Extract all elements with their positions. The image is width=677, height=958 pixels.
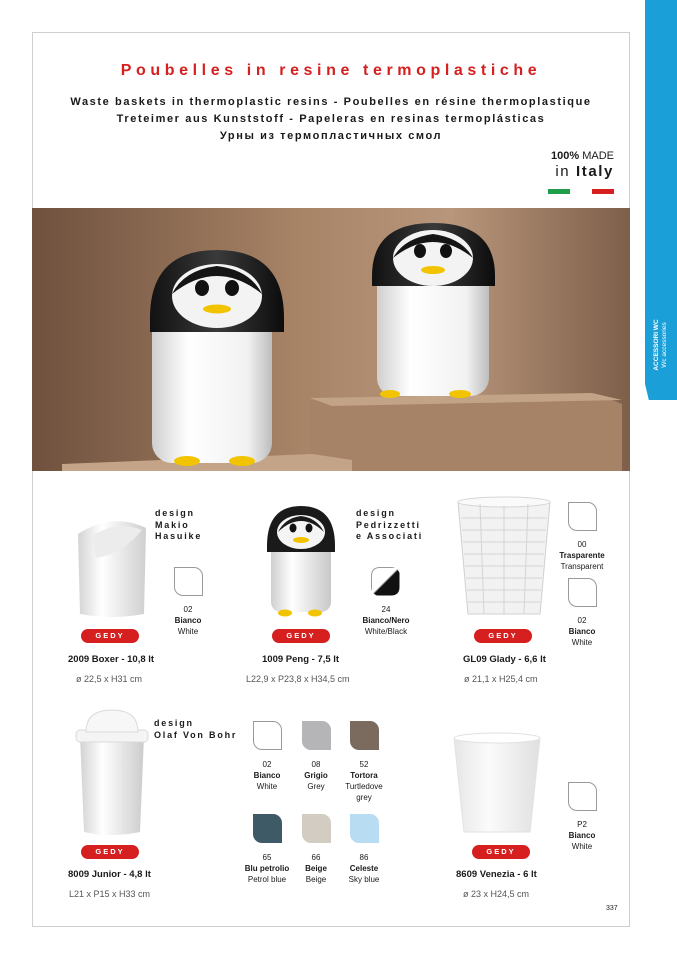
swatch-glady-trasparente[interactable]	[568, 502, 597, 531]
swatch-name-en: White	[571, 638, 593, 647]
section-tab-subtitle: Wc accessories	[661, 322, 668, 368]
subtitle-3: Урны из термопластичных смол	[219, 130, 443, 142]
product-name: 8009 Junior - 4,8 lt	[68, 869, 151, 880]
swatch-name-en: Grey	[307, 782, 325, 791]
junior-design-credit	[154, 718, 237, 741]
swatch-boxer-bianco[interactable]	[174, 567, 203, 596]
swatch-name-it: Celeste	[349, 864, 379, 873]
swatch-name-it: Bianco	[174, 616, 202, 625]
hero-photo	[32, 208, 630, 471]
product-dimensions: ø 23 x H24,5 cm	[463, 889, 530, 899]
swatch-name-en: White	[256, 782, 278, 791]
brand-badge: GEDY	[272, 629, 330, 643]
swatch-code: 02	[183, 605, 193, 614]
subtitle-2: Treteimer aus Kunststoff - Papeleras en resinas termoplásticas	[116, 113, 546, 125]
product-name: 8609 Venezia - 6 lt	[456, 869, 537, 880]
swatch-label-venezia	[569, 819, 596, 852]
italy-line	[555, 163, 614, 180]
made-word: MADE	[582, 150, 614, 162]
brand-badge: GEDY	[81, 845, 139, 859]
product-name: 1009 Peng - 7,5 lt	[262, 654, 340, 665]
swatch-label-junior-0	[254, 759, 281, 792]
swatch-venezia-bianco[interactable]	[568, 782, 597, 811]
designer-name: Olaf Von Bohr	[154, 729, 238, 740]
swatch-code: P2	[577, 820, 587, 829]
swatch-name-en: Sky blue	[348, 875, 380, 884]
swatch-label-glady-0	[559, 539, 604, 572]
product-name: 2009 Boxer - 10,8 lt	[68, 654, 155, 665]
peng-design-credit	[356, 508, 426, 543]
swatch-name-en: Transparent	[560, 562, 604, 571]
peng-product-image	[263, 504, 339, 620]
swatch-code: 24	[381, 605, 391, 614]
swatch-code: 52	[359, 760, 369, 769]
swatch-label-junior-3	[245, 852, 289, 885]
swatch-name-en-line2: grey	[356, 793, 372, 802]
swatch-name-it: Blu petrolio	[244, 864, 290, 873]
product-dimensions: L22,9 x P23,8 x H34,5 cm	[246, 674, 350, 684]
designer-name: Makio Hasuike	[155, 519, 203, 541]
swatch-name-it: Bianco/Nero	[362, 616, 410, 625]
swatch-peng-bianco-nero[interactable]	[371, 567, 400, 596]
brand-badge: GEDY	[472, 845, 530, 859]
swatch-name-it: Bianco	[568, 831, 596, 840]
swatch-name-it: Trasparente	[559, 551, 605, 560]
swatch-junior-bianco[interactable]	[253, 721, 282, 750]
swatch-name-en: White/Black	[364, 627, 408, 636]
junior-product-image	[72, 708, 152, 838]
swatch-code: 00	[577, 540, 587, 549]
page-title: Poubelles in resine termoplastiche	[120, 62, 542, 79]
swatch-label-junior-5	[349, 852, 380, 885]
swatch-junior-tortora[interactable]	[350, 721, 379, 750]
swatch-label-junior-2	[345, 759, 383, 803]
swatch-label-boxer	[175, 604, 202, 637]
made-in-line	[551, 150, 614, 162]
swatch-name-en: White	[571, 842, 593, 851]
swatch-code: 65	[262, 853, 272, 862]
design-label: design	[154, 718, 194, 728]
designer-name: Pedrizzetti e Associati	[356, 519, 423, 541]
swatch-code: 08	[311, 760, 321, 769]
made-percent: 100%	[551, 150, 580, 162]
boxer-product-image	[72, 514, 152, 620]
boxer-design-credit	[155, 508, 213, 543]
swatch-name-it: Beige	[305, 864, 327, 873]
penguin-bins-illustration	[32, 208, 630, 471]
swatch-name-it: Grigio	[304, 771, 328, 780]
brand-badge: GEDY	[474, 629, 532, 643]
swatch-label-junior-1	[304, 759, 328, 792]
subtitle-1: Waste baskets in thermoplastic resins - Poubelles en résine thermoplastique	[70, 96, 592, 108]
swatch-label-glady-1	[569, 615, 596, 648]
swatch-name-it: Tortora	[350, 771, 378, 780]
in-word: in	[555, 163, 571, 180]
design-label: design	[155, 508, 195, 518]
section-tab-title: ACCESSORI WC	[653, 319, 660, 371]
swatch-label-peng	[362, 604, 409, 637]
product-dimensions: ø 22,5 x H31 cm	[76, 674, 143, 684]
swatch-junior-grigio[interactable]	[302, 721, 331, 750]
flag-green-stripe	[548, 189, 570, 194]
product-dimensions: ø 21,1 x H25,4 cm	[464, 674, 538, 684]
swatch-code: 02	[262, 760, 272, 769]
page-number: 337	[606, 905, 618, 912]
swatch-junior-celeste[interactable]	[350, 814, 379, 843]
flag-red-stripe	[592, 189, 614, 194]
venezia-product-image	[452, 732, 542, 838]
swatch-name-en: Beige	[305, 875, 327, 884]
product-name: GL09 Glady - 6,6 lt	[463, 654, 546, 665]
product-dimensions: L21 x P15 x H33 cm	[69, 889, 151, 899]
swatch-name-en: Turtledove	[345, 782, 383, 791]
swatch-code: 02	[577, 616, 587, 625]
swatch-name-it: Bianco	[253, 771, 281, 780]
glady-product-image	[456, 496, 552, 620]
swatch-junior-blu-petrolio[interactable]	[253, 814, 282, 843]
swatch-label-junior-4	[305, 852, 327, 885]
swatch-junior-beige[interactable]	[302, 814, 331, 843]
swatch-code: 86	[359, 853, 369, 862]
design-label: design	[356, 508, 396, 518]
swatch-name-en: White	[177, 627, 199, 636]
section-tab-label	[653, 319, 669, 370]
swatch-name-it: Bianco	[568, 627, 596, 636]
brand-badge: GEDY	[81, 629, 139, 643]
country-name: Italy	[575, 163, 614, 180]
swatch-glady-bianco[interactable]	[568, 578, 597, 607]
swatch-name-en: Petrol blue	[247, 875, 287, 884]
swatch-code: 66	[311, 853, 321, 862]
